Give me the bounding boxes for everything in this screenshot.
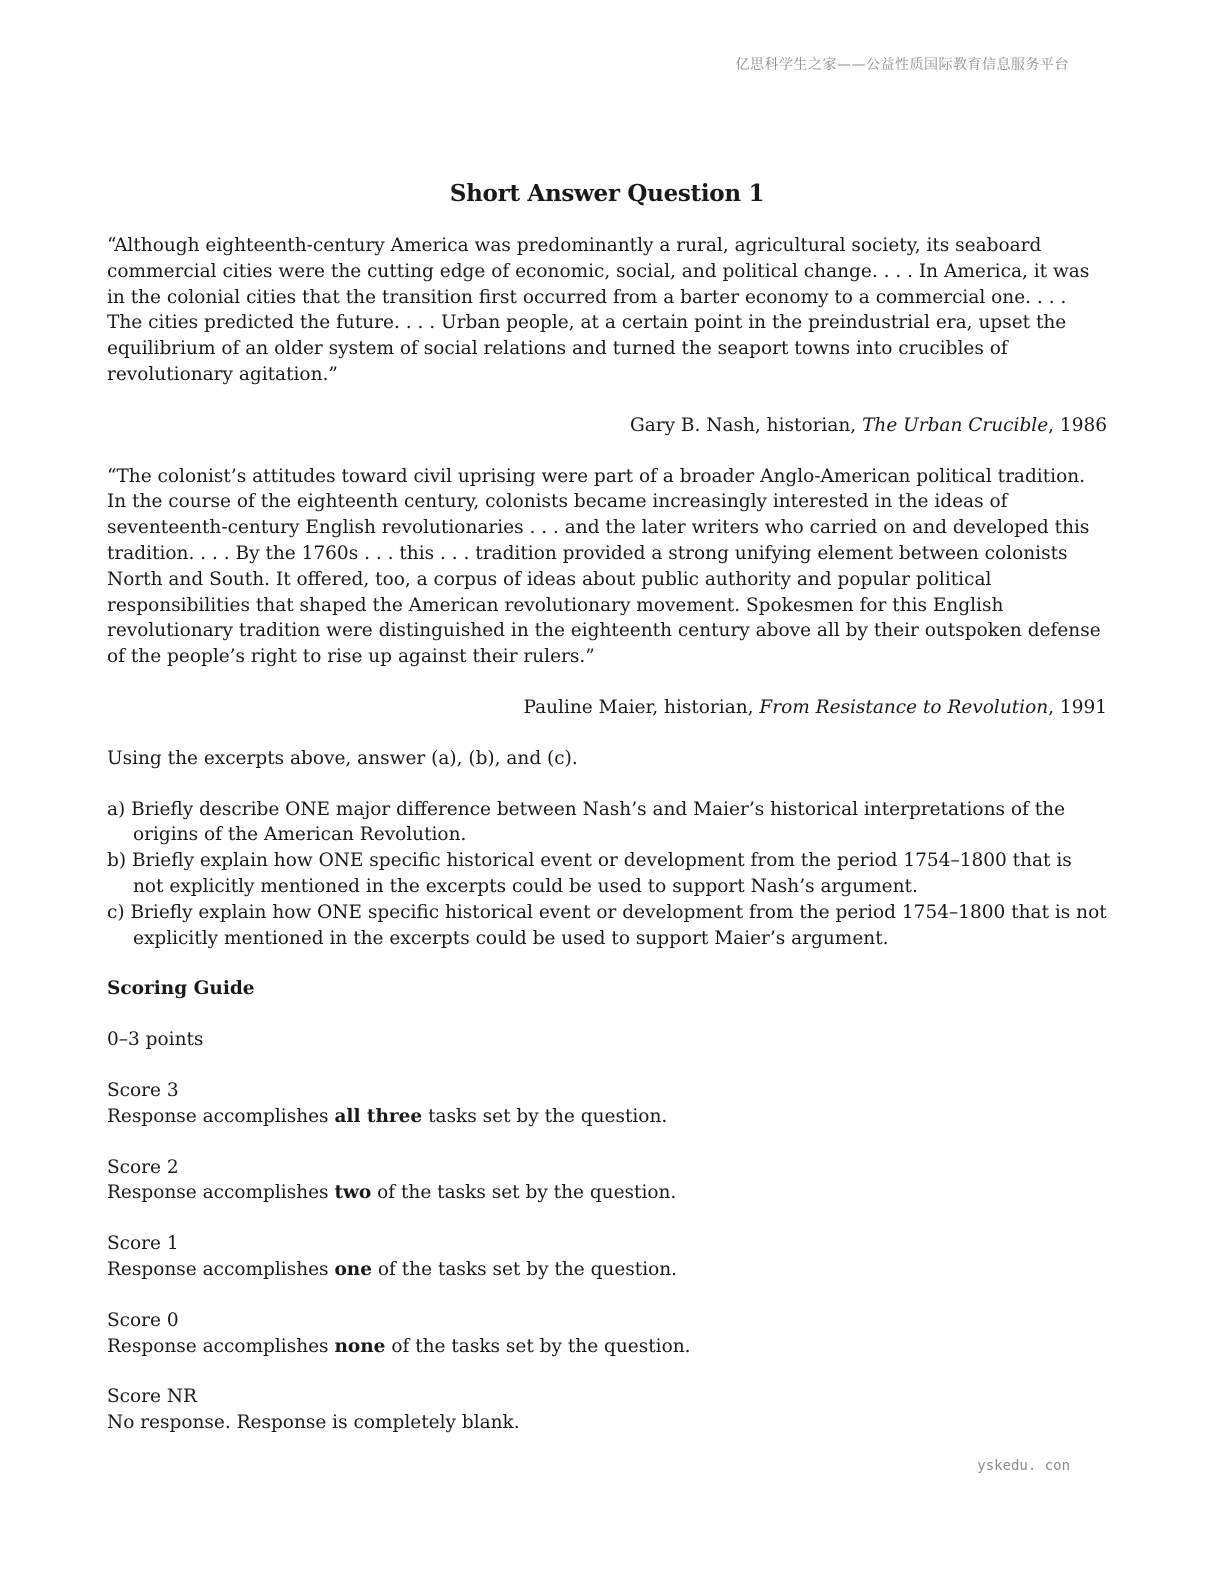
excerpt-maier-quote: “The colonist’s attitudes toward civil uprising were part of a broader Anglo-American political tradition. In the course of the eighteenth century, colonists became increasingly interested in the ideas of seventeenth-century English revolutionaries . . . and the later writers who carried on and developed this tradition. . . . By the 1760s . . . this . . . tradition provided a strong unifying element between colonists North and South. It offered, too, a corpus of ideas about public authority and popular political responsibilities that shaped the American revolutionary movement. Spokesmen for this English revolutionary tradition were distinguished in the eighteenth century above all by their outspoken defense of the people’s right to rise up against their rulers.” <box>107 465 1101 668</box>
attribution-year: , 1991 <box>1048 696 1107 718</box>
score-2-block <box>107 1155 1107 1207</box>
score-label: Score 0 <box>107 1309 179 1331</box>
score-label: Score NR <box>107 1386 197 1408</box>
score-description: Response accomplishes two of the tasks set by the question. <box>107 1182 677 1204</box>
score-description: Response accomplishes one of the tasks set by the question. <box>107 1258 678 1280</box>
task-list <box>107 797 1107 952</box>
page-header: 亿思科学生之家——公益性质国际教育信息服务平台 <box>735 57 1069 73</box>
attribution-work: The Urban Crucible <box>862 414 1049 436</box>
score-nr-block <box>107 1384 1107 1436</box>
attribution-author: Gary B. Nash, historian, <box>629 414 857 436</box>
excerpt-nash-quote: “Although eighteenth-century America was predominantly a rural, agricultural society, its seaboard commercial cities were the cutting edge of economic, social, and political change. . . . In America, it was in the colonial cities that the transition first occurred from a barter economy to a commercial one. . . . The cities predicted the future. . . . Urban people, at a certain point in the preindustrial era, upset the equilibrium of an older system of social relations and turned the seaport towns into crucibles of revolutionary agitation.” <box>107 235 1090 385</box>
score-label: Score 2 <box>107 1156 179 1178</box>
score-1-block <box>107 1231 1107 1283</box>
page-title: Short Answer Question 1 <box>449 180 765 207</box>
score-description: No response. Response is completely blank. <box>107 1412 520 1434</box>
excerpt-nash-attribution <box>107 413 1107 439</box>
score-label: Score 1 <box>107 1233 179 1255</box>
scoring-guide-title: Scoring Guide <box>107 978 255 1000</box>
page-footer: yskedu. con <box>977 1458 1070 1474</box>
attribution-year: , 1986 <box>1048 414 1107 436</box>
task-a: a) Briefly describe ONE major difference between Nash’s and Maier’s historical interpretations of the origins of the American Revolution. <box>107 798 1066 846</box>
document-body <box>107 180 1107 1461</box>
score-description: Response accomplishes all three tasks set by the question. <box>107 1105 668 1127</box>
scoring-range: 0–3 points <box>107 1029 204 1051</box>
score-description: Response accomplishes none of the tasks set by the question. <box>107 1335 691 1357</box>
attribution-author: Pauline Maier, historian, <box>523 696 754 718</box>
score-0-block <box>107 1308 1107 1360</box>
excerpt-maier-attribution <box>107 695 1107 721</box>
question-prompt: Using the excerpts above, answer (a), (b), and (c). <box>107 747 578 769</box>
score-3-block <box>107 1078 1107 1130</box>
task-c: c) Briefly explain how ONE specific historical event or development from the period 1754–1800 that is not explicitly mentioned in the excerpts could be used to support Maier’s argument. <box>107 901 1107 949</box>
task-b: b) Briefly explain how ONE specific historical event or development from the period 1754–1800 that is not explicitly mentioned in the excerpts could be used to support Nash’s argument. <box>107 850 1072 897</box>
attribution-work: From Resistance to Revolution <box>759 696 1049 718</box>
score-label: Score 3 <box>107 1079 179 1101</box>
